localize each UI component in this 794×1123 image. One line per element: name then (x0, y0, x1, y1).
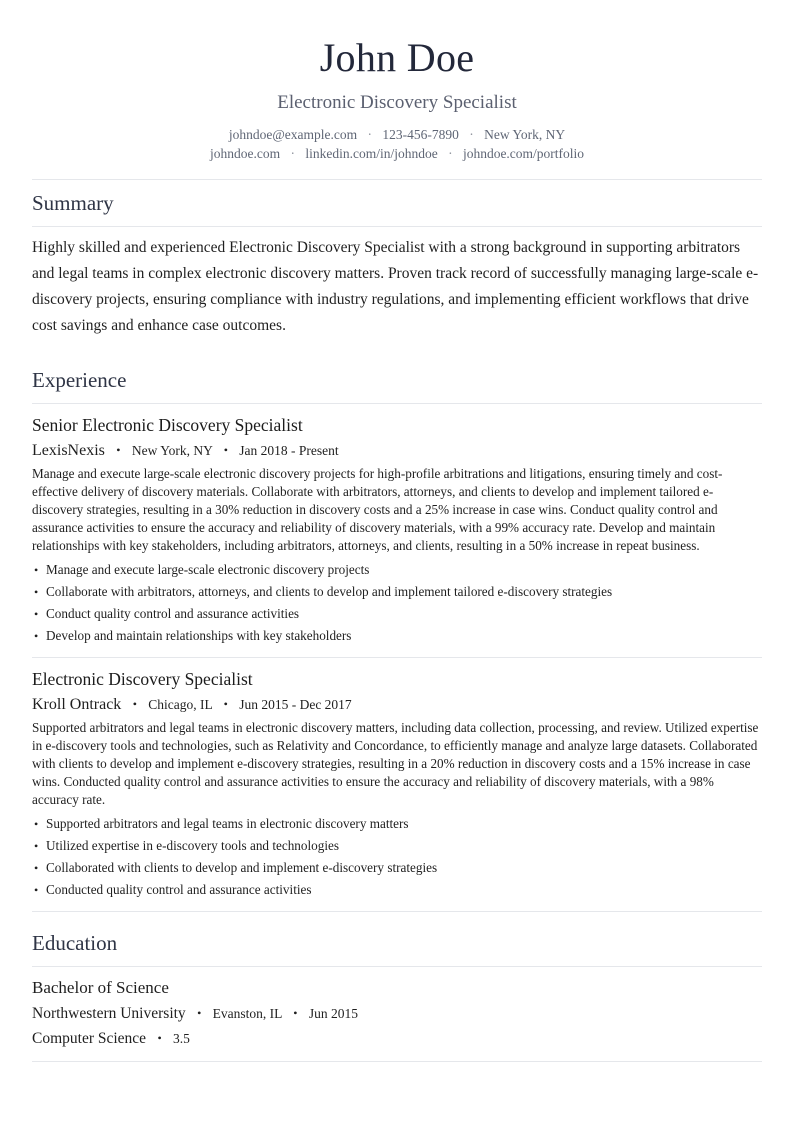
highlight-text: Conduct quality control and assurance activities (46, 606, 300, 621)
job-highlights (32, 559, 762, 647)
bullet-icon: • (34, 563, 39, 577)
contact-separator: · (290, 146, 295, 161)
bullet-icon: • (34, 607, 39, 621)
meta-separator: • (132, 697, 137, 711)
list-item (32, 835, 762, 857)
contact-linkedin[interactable]: linkedin.com/in/johndoe (305, 146, 438, 161)
job-highlights (32, 813, 762, 901)
candidate-name: John Doe (319, 35, 475, 80)
job-company: Kroll Ontrack (32, 696, 122, 713)
job-company: LexisNexis (32, 442, 105, 459)
job-description: Manage and execute large-scale electronic discovery projects for high-profile arbitrations and litigations, ensuring timely and cost-effective delivery of discovery materials. Collaborate with arbitrators, attorneys, and clients to develop and implement tailored e-discovery strategies, resulting in a 30% reduction in discovery costs and a 25% increase in case wins. Conduct quality control and assurance activities to ensure the accuracy and reliability of discovery materials, with a 99% accuracy rate. Develop and maintain relationships with key stakeholders, including arbitrators, attorneys, and clients, resulting in a 50% increase in repeat business. (32, 466, 723, 553)
contact-line-links (32, 144, 762, 163)
meta-separator: • (157, 1031, 162, 1045)
highlight-text: Develop and maintain relationships with key stakeholders (46, 628, 352, 643)
highlight-text: Utilized expertise in e-discovery tools and technologies (46, 838, 339, 853)
education-heading: Education (32, 931, 118, 955)
bullet-icon: • (34, 817, 39, 831)
bullet-icon: • (34, 839, 39, 853)
job-dates: Jun 2015 - Dec 2017 (239, 697, 352, 712)
resume-header (32, 34, 762, 163)
meta-separator: • (293, 1006, 298, 1020)
job-title: Senior Electronic Discovery Specialist (32, 415, 303, 435)
list-item (32, 625, 762, 647)
section-divider (32, 1061, 762, 1062)
education-location: Evanston, IL (212, 1006, 282, 1021)
list-item (32, 581, 762, 603)
job-meta (32, 694, 762, 715)
contact-separator: · (367, 127, 372, 142)
job-entry (32, 404, 762, 658)
experience-heading: Experience (32, 368, 127, 392)
list-item (32, 813, 762, 835)
meta-separator: • (116, 443, 121, 457)
list-item (32, 559, 762, 581)
job-title: Electronic Discovery Specialist (32, 669, 253, 689)
education-school: Northwestern University (32, 1005, 186, 1022)
job-location: Chicago, IL (148, 697, 213, 712)
meta-separator: • (223, 697, 228, 711)
contact-phone: 123-456-7890 (382, 127, 459, 142)
job-meta (32, 440, 762, 461)
education-degree: Bachelor of Science (32, 978, 169, 997)
contact-email[interactable]: johndoe@example.com (228, 127, 358, 142)
meta-separator: • (197, 1006, 202, 1020)
meta-separator: • (223, 443, 228, 457)
highlight-text: Manage and execute large-scale electronic discovery projects (46, 562, 370, 577)
contact-separator: · (469, 127, 474, 142)
bullet-icon: • (34, 629, 39, 643)
list-item (32, 857, 762, 879)
summary-section (32, 180, 762, 357)
job-description: Supported arbitrators and legal teams in electronic discovery matters, including data collection, processing, and review. Utilized expertise in e-discovery tools and technologies, such as Relativity and Concordance, to efficiently manage and analyze large datasets. Collaborated with clients to develop and implement e-discovery strategies, resulting in a 20% reduction in discovery costs and a 15% increase in case wins. Conducted quality control and assurance activities to ensure the accuracy and reliability of discovery materials, with a 98% accuracy rate. (32, 720, 759, 807)
experience-section (32, 357, 762, 912)
highlight-text: Collaborated with clients to develop and implement e-discovery strategies (46, 860, 438, 875)
job-location: New York, NY (131, 443, 213, 458)
highlight-text: Supported arbitrators and legal teams in electronic discovery matters (46, 816, 409, 831)
education-entry (32, 967, 762, 1061)
contact-location: New York, NY (484, 127, 566, 142)
education-field-line (32, 1028, 762, 1061)
bullet-icon: • (34, 883, 39, 897)
bullet-icon: • (34, 861, 39, 875)
education-section (32, 920, 762, 1062)
contact-separator: · (448, 146, 453, 161)
education-date: Jun 2015 (308, 1006, 358, 1021)
job-dates: Jan 2018 - Present (239, 443, 339, 458)
education-meta (32, 1003, 762, 1024)
education-gpa: 3.5 (173, 1031, 190, 1046)
contact-line-primary (32, 125, 762, 144)
contact-portfolio[interactable]: johndoe.com/portfolio (462, 146, 585, 161)
bullet-icon: • (34, 585, 39, 599)
list-item (32, 879, 762, 901)
job-entry (32, 658, 762, 912)
highlight-text: Conducted quality control and assurance activities (46, 882, 312, 897)
resume-page (32, 0, 762, 1062)
summary-text: Highly skilled and experienced Electronic Discovery Specialist with a strong background in supporting arbitrators and legal teams in complex electronic discovery matters. Proven track record of successfully managing large-scale e-discovery projects, ensuring compliance with industry regulations, and implementing efficient workflows that drive cost savings and enhance case outcomes. (32, 239, 759, 334)
highlight-text: Collaborate with arbitrators, attorneys, and clients to develop and implement tailored e-discovery strategies (46, 584, 613, 599)
contact-website[interactable]: johndoe.com (209, 146, 281, 161)
candidate-title: Electronic Discovery Specialist (277, 92, 517, 113)
list-item (32, 603, 762, 625)
education-field: Computer Science (32, 1030, 147, 1047)
job-divider (32, 911, 762, 912)
summary-heading: Summary (32, 191, 114, 215)
